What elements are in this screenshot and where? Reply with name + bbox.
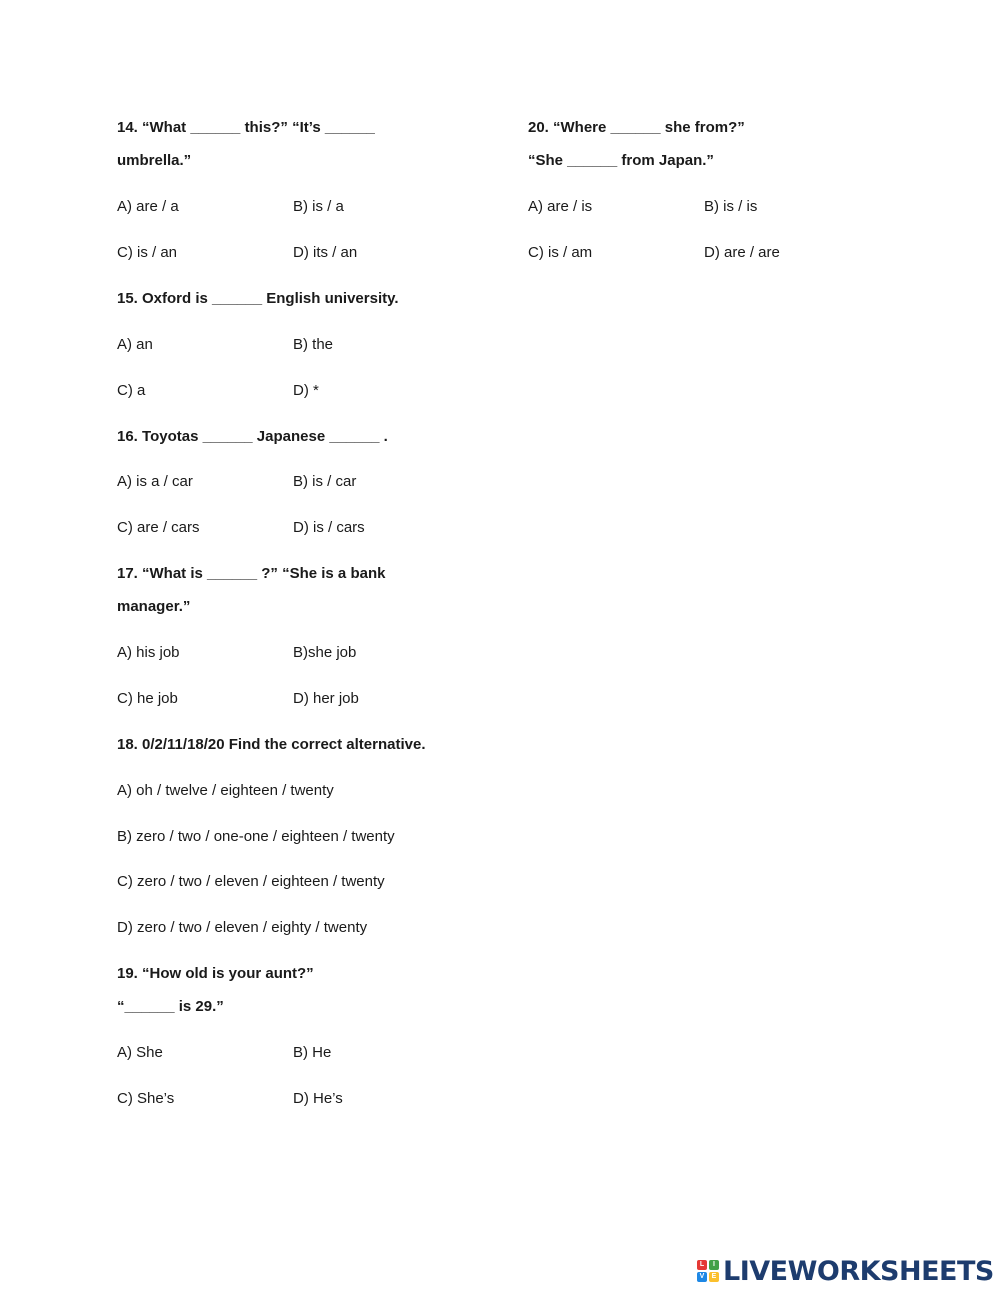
logo-mark-e: E	[709, 1272, 719, 1282]
logo-mark-i: I	[709, 1260, 719, 1270]
question-20-line-2: “She ______ from Japan.”	[528, 152, 714, 169]
question-19-line-2: “______ is 29.”	[117, 998, 224, 1015]
option-14-c[interactable]: C) is / an	[117, 244, 178, 261]
option-15-b[interactable]: B) the	[293, 336, 334, 353]
option-16-a[interactable]: A) is a / car	[117, 473, 193, 490]
option-16-c[interactable]: C) are / cars	[117, 519, 200, 536]
question-15-line-1: 15. Oxford is ______ English university.	[117, 290, 399, 307]
logo-mark-v: V	[697, 1272, 707, 1282]
question-18-line-1: 18. 0/2/11/18/20 Find the correct alternative.	[117, 736, 426, 753]
question-19-line-1: 19. “How old is your aunt?”	[117, 965, 314, 982]
option-19-c[interactable]: C) She’s	[117, 1090, 175, 1107]
option-15-a[interactable]: A) an	[117, 336, 153, 353]
option-17-b[interactable]: B)she job	[293, 644, 357, 661]
option-20-b[interactable]: B) is / is	[704, 198, 758, 215]
option-19-a[interactable]: A) She	[117, 1044, 163, 1061]
option-16-d[interactable]: D) is / cars	[293, 519, 365, 536]
option-20-c[interactable]: C) is / am	[528, 244, 593, 261]
option-19-d[interactable]: D) He’s	[293, 1090, 343, 1107]
option-18-c[interactable]: C) zero / two / eleven / eighteen / twenty	[117, 873, 385, 890]
option-20-a[interactable]: A) are / is	[528, 198, 593, 215]
option-20-d[interactable]: D) are / are	[704, 244, 780, 261]
liveworksheets-logo	[697, 1255, 994, 1287]
option-14-b[interactable]: B) is / a	[293, 198, 344, 215]
question-14-line-2: umbrella.”	[117, 152, 192, 169]
option-17-c[interactable]: C) he job	[117, 690, 178, 707]
question-17-line-1: 17. “What is ______ ?” “She is a bank	[117, 565, 386, 582]
logo-mark-l: L	[697, 1260, 707, 1270]
option-19-b[interactable]: B) He	[293, 1044, 332, 1061]
option-16-b[interactable]: B) is / car	[293, 473, 357, 490]
option-15-c[interactable]: C) a	[117, 382, 146, 399]
question-20-line-1: 20. “Where ______ she from?”	[528, 119, 745, 136]
option-18-d[interactable]: D) zero / two / eleven / eighty / twenty	[117, 919, 368, 936]
question-14-line-1: 14. “What ______ this?” “It’s ______	[117, 119, 375, 136]
option-14-d[interactable]: D) its / an	[293, 244, 358, 261]
option-18-b[interactable]: B) zero / two / one-one / eighteen / twenty	[117, 828, 395, 845]
logo-text: LIVEWORKSHEETS	[723, 1255, 994, 1287]
question-17-line-2: manager.”	[117, 598, 191, 615]
option-15-d[interactable]: D) *	[293, 382, 319, 399]
option-17-a[interactable]: A) his job	[117, 644, 180, 661]
question-16-line-1: 16. Toyotas ______ Japanese ______ .	[117, 428, 388, 445]
option-18-a[interactable]: A) oh / twelve / eighteen / twenty	[117, 782, 334, 799]
option-17-d[interactable]: D) her job	[293, 690, 359, 707]
logo-mark-icon	[697, 1260, 719, 1282]
option-14-a[interactable]: A) are / a	[117, 198, 179, 215]
